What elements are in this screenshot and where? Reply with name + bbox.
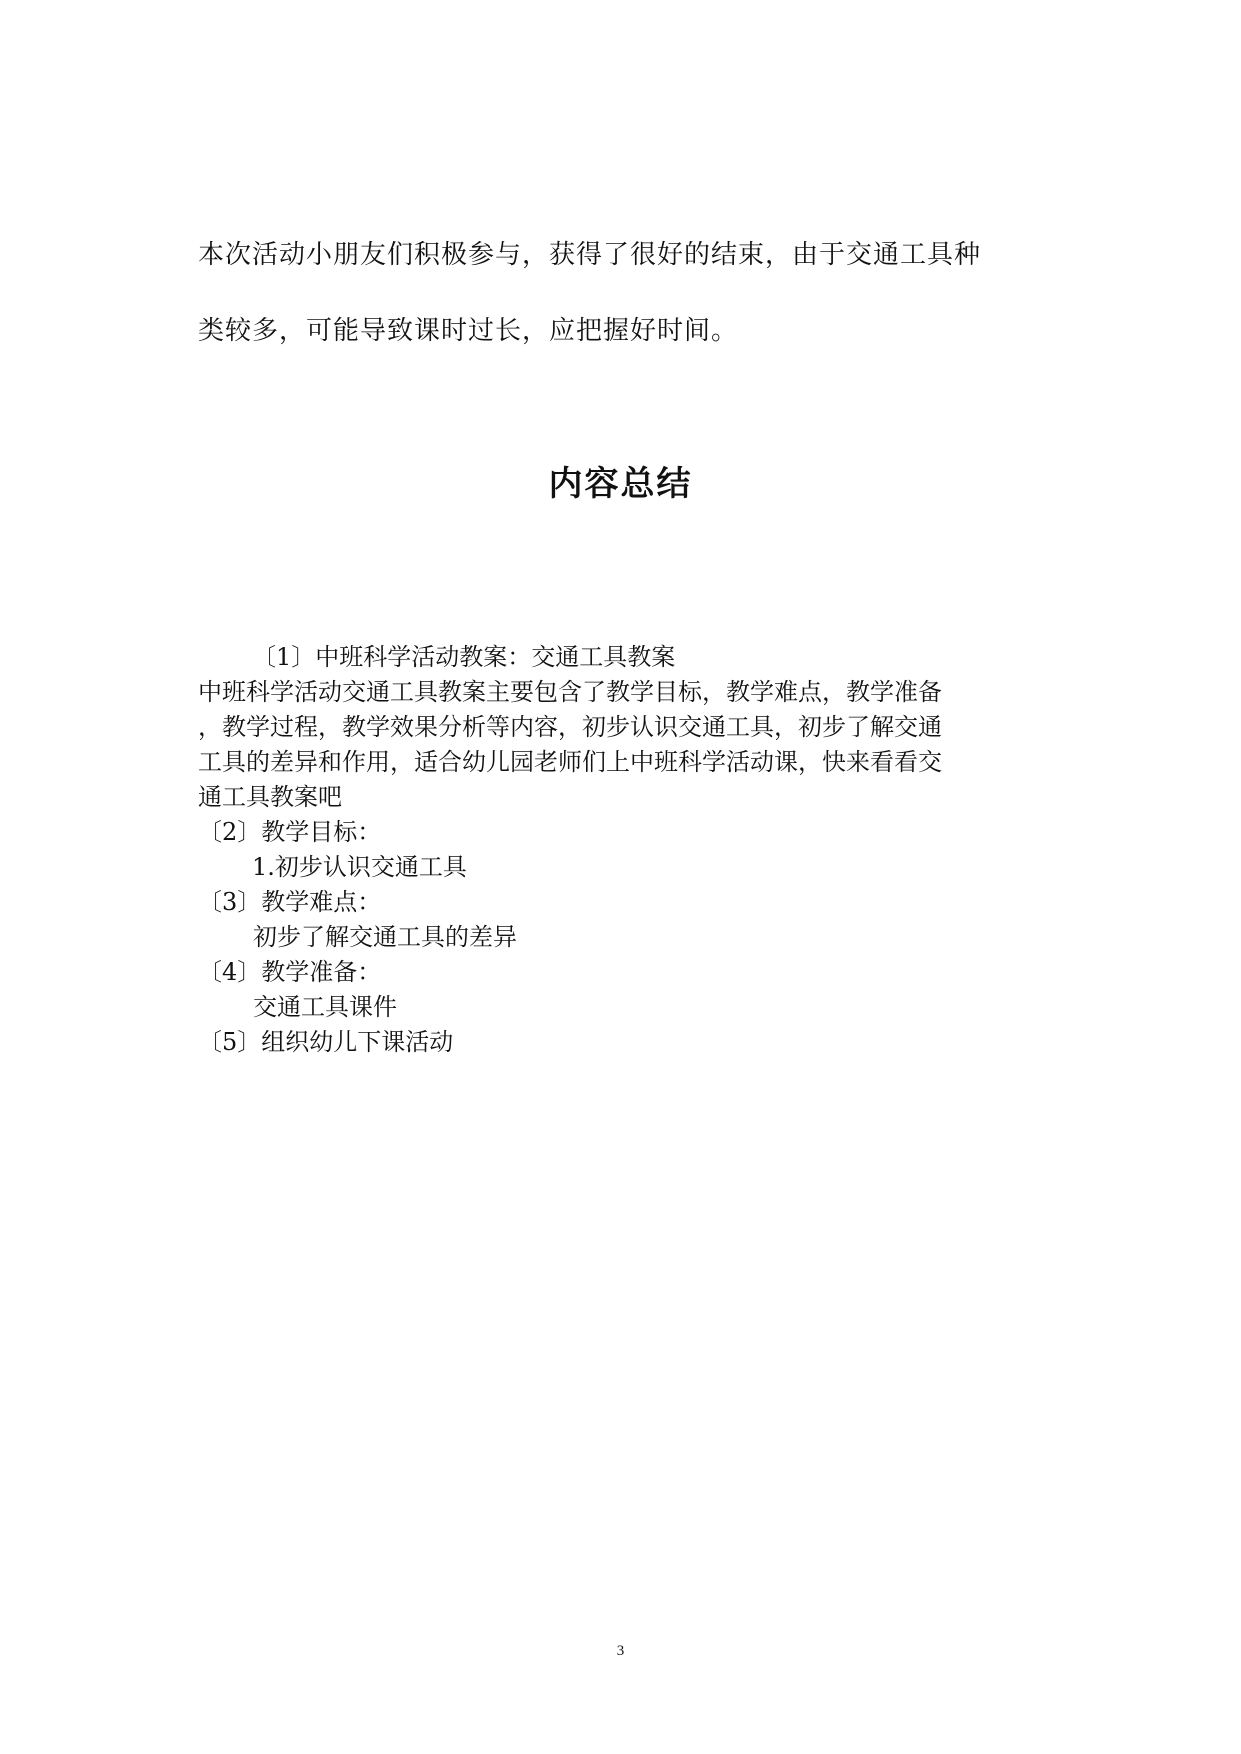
summary-heading: 内容总结 bbox=[548, 464, 693, 504]
summary-item-5-title: 〔5〕组织幼儿下课活动 bbox=[198, 1028, 454, 1056]
summary-item-2-title: 〔2〕教学目标： bbox=[198, 818, 382, 846]
summary-item-3-content: 初步了解交通工具的差异 bbox=[253, 923, 517, 951]
page-number: 3 bbox=[616, 1643, 625, 1659]
body-text-line-1: 本次活动小朋友们积极参与，获得了很好的结束，由于交通工具种 bbox=[198, 240, 982, 270]
summary-item-4-title: 〔4〕教学准备： bbox=[198, 958, 382, 986]
summary-description-line-3: 工具的差异和作用，适合幼儿园老师们上中班科学活动课，快来看看交 bbox=[198, 748, 942, 776]
summary-item-1-title: 〔1〕中班科学活动教案：交通工具教案 bbox=[252, 643, 676, 671]
body-text-line-2: 类较多，可能导致课时过长，应把握好时间。 bbox=[198, 316, 739, 346]
summary-description-line-4: 通工具教案吧 bbox=[198, 783, 342, 811]
summary-description-line-1: 中班科学活动交通工具教案主要包含了教学目标，教学难点，教学准备 bbox=[198, 678, 942, 706]
summary-block bbox=[198, 640, 1058, 1060]
summary-description-line-2: ，教学过程，教学效果分析等内容，初步认识交通工具，初步了解交通 bbox=[198, 713, 942, 741]
summary-item-3-title: 〔3〕教学难点： bbox=[198, 888, 382, 916]
summary-item-4-content: 交通工具课件 bbox=[253, 993, 397, 1021]
summary-item-2-content: 1.初步认识交通工具 bbox=[252, 853, 467, 881]
